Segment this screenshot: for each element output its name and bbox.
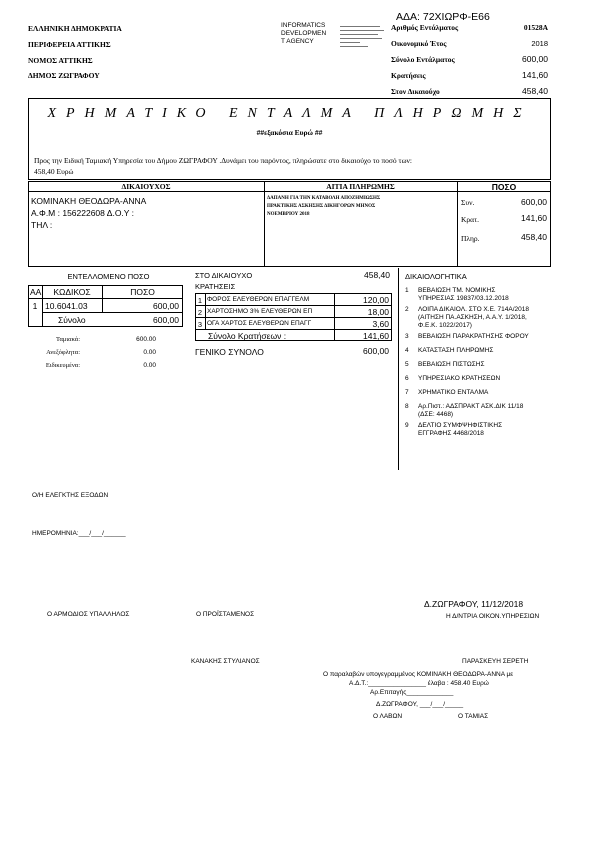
director-name: ΠΑΡΑΣΚΕΥΗ ΣΕΡΕΤΗ — [462, 658, 529, 665]
amount-payable-label: Πληρ. — [461, 234, 480, 243]
specified-value: 0.00 — [143, 362, 156, 369]
budget-col-code: ΚΩΔΙΚΟΣ — [53, 287, 91, 297]
beneficiary-name: ΚΟΜΙΝΑΚΗ ΘΕΟΔΩΡΑ-ΑΝΝΑ — [31, 196, 147, 206]
fiscal-year-value: 2018 — [531, 39, 548, 48]
warrant-total-label: Σύνολο Εντάλματος — [391, 55, 455, 64]
specified-label: Ειδικευμένα: — [45, 362, 80, 369]
beneficiary-header: ΔΙΚΑΙΟΥΧΟΣ — [121, 182, 171, 191]
to-beneficiary-row-value: 458,40 — [364, 270, 390, 280]
deduction-3-number: 3 — [197, 320, 203, 329]
payment-instruction: Προς την Ειδική Ταμιακή Υπηρεσία του Δήμου ΖΩΓΡΑΦΟΥ .Δυνάμει του παρόντος, πληρώσατε στο δικαιούχο το ποσό των: — [34, 156, 412, 165]
amount-in-words: ##εξακόσια Ευρώ ## — [256, 128, 323, 137]
cash-label: Ταμιακά: — [56, 336, 80, 343]
details-box — [28, 181, 551, 267]
warrant-total-value: 600,00 — [522, 54, 548, 64]
warrant-title: ΧΡΗΜΑΤΙΚΟ ΕΝΤΑΛΜΑ ΠΛΗΡΩΜΗΣ — [47, 106, 532, 121]
deduction-2-name: ΧΑΡΤΟΣΗΜΟ 3% ΕΛΕΥΘΕΡΩΝ ΕΠ — [207, 308, 313, 315]
amount-total-value: 600,00 — [521, 197, 547, 207]
beneficiary-afm: Α.Φ.Μ : 156222608 Δ.Ο.Υ : — [31, 208, 135, 218]
deduction-3-name: ΟΓΑ ΧΑΡΤΟΣ ΕΛΕΥΘΕΡΩΝ ΕΠΑΓΓ — [207, 320, 312, 327]
deductions-sum-value: 141,60 — [363, 331, 389, 341]
warrant-number-value: 01528Α — [523, 23, 548, 32]
to-beneficiary-label: Στον Δικαιούχο — [391, 87, 440, 96]
deduction-2-number: 2 — [197, 308, 203, 317]
grand-total-label: ΓΕΝΙΚΟ ΣΥΝΟΛΟ — [195, 347, 264, 357]
cause-header: ΑΙΤΙΑ ΠΛΗΡΩΜΗΣ — [326, 182, 395, 191]
budget-row-amount: 600,00 — [153, 301, 179, 311]
receipt-date: Δ.ΖΩΓΡΑΦΟΥ, ___/___/_____ — [376, 701, 464, 708]
documents-title: ΔΙΚΑΙΟΛΟΓΗΤΙΚΑ — [405, 272, 467, 281]
receipt-line-2: Α.Δ.Τ.:________________ έλαβα : 458.40 Ευρώ — [349, 680, 489, 687]
documents-list — [405, 287, 529, 438]
payment-cause: ΔΑΠΑΝΗ ΓΙΑ ΤΗΝ ΚΑΤΑΒΟΛΗ ΑΠΟΖΗΜΙΩΣΗΣ ΠΡΑΚΤΙΚΗΣ ΑΣΚΗΣΗΣ ΔΙΚΗΓΟΡΩΝ ΜΗΝΟΣ ΝΟΕΜΒΡΙΟΥ 2018 — [267, 196, 381, 217]
budget-col-amount: ΠΟΣΟ — [130, 287, 155, 297]
document-item-1: 1 ΒΕΒΑΙΩΣΗ ΤΜ. ΝΟΜΙΚΗΣ ΥΠΗΡΕΣΙΑΣ 19837/03.12.2018 — [405, 287, 509, 302]
deduction-1-value: 120,00 — [363, 295, 389, 305]
amount-total-label: Συν. — [461, 198, 475, 207]
clerk-title: Ο ΑΡΜΟΔΙΟΣ ΥΠΑΛΛΗΛΟΣ — [47, 611, 130, 618]
ada-code: ΑΔΑ: 72ΧΙΩΡΦ-Ε66 — [396, 11, 490, 23]
to-beneficiary-value: 458,40 — [522, 86, 548, 96]
payment-instruction-amount: 458,40 Ευρώ — [34, 167, 74, 176]
header-region: ΠΕΡΙΦΕΡΕΙΑ ΑΤΤΙΚΗΣ — [28, 40, 111, 49]
unpaid-value: 0.00 — [143, 349, 156, 356]
deductions-title: ΚΡΑΤΗΣΕΙΣ — [195, 282, 236, 291]
place-date: Δ.ΖΩΓΡΑΦΟΥ, 11/12/2018 — [424, 599, 524, 609]
budget-total-label: Σύνολο — [58, 315, 86, 325]
amount-header: ΠΟΣΟ — [491, 182, 517, 192]
header-prefecture: ΝΟΜΟΣ ΑΤΤΙΚΗΣ — [28, 56, 93, 65]
deductions-sum-label: Σύνολο Κρατήσεων : — [208, 331, 287, 341]
deduction-1-name: ΦΟΡΟΣ ΕΛΕΥΘΕΡΩΝ ΕΠΑΓΓΕΛΜ — [207, 296, 310, 303]
header-municipality: ΔΗΜΟΣ ΖΩΓΡΑΦΟΥ — [28, 71, 100, 80]
cash-value: 600.00 — [136, 336, 156, 343]
receiver-label: Ο ΛΑΒΩΝ — [373, 713, 403, 720]
budget-title: ΕΝΤΕΛΛΟΜΕΝΟ ΠΟΣΟ — [67, 272, 150, 281]
budget-total-value: 600,00 — [153, 315, 179, 325]
beneficiary-phone: ΤΗΛ : — [31, 220, 53, 230]
agency-logo: INFORMATICS DEVELOPMEN T AGENCY — [281, 22, 327, 45]
amount-deductions-label: Κρατ. — [461, 215, 479, 224]
amount-deductions-value: 141,60 — [521, 213, 547, 223]
budget-col-aa: ΑΑ — [30, 287, 42, 297]
agency-small-print — [340, 23, 390, 59]
document-item-9: 9 ΔΕΛΤΙΟ ΣΥΜΦΨΗΦΙΣΤΙΚΗΣ ΕΓΓΡΑΦΗΣ 4468/2018 — [405, 422, 503, 437]
deductions-label: Κρατήσεις — [391, 71, 426, 80]
head-title: Ο ΠΡΟΪΣΤΑΜΕΝΟΣ — [196, 611, 255, 618]
deduction-1-number: 1 — [197, 296, 203, 305]
document-item-6: 6 ΥΠΗΡΕΣΙΑΚΟ ΚΡΑΤΗΣΕΩΝ — [405, 375, 501, 382]
deductions-value: 141,60 — [522, 70, 548, 80]
clerk-name: ΚΑΝΑΚΗΣ ΣΤΥΛΙΑΝΟΣ — [191, 658, 260, 665]
director-title: Η Δ/ΝΤΡΙΑ ΟΙΚΟΝ.ΥΠΗΡΕΣΙΩΝ — [446, 613, 540, 620]
document-item-8: 8 Αρ.Πιστ.: ΑΔΣΠΡΑΚΤ ΑΣΚ.ΔΙΚ 11/18 (ΔΣΕ: 4468) — [405, 403, 524, 418]
unpaid-label: Ανεξόφλητα: — [46, 349, 80, 356]
amount-payable-value: 458,40 — [521, 232, 547, 242]
warrant-number-label: Αριθμός Εντάλματος — [391, 23, 459, 32]
budget-row-aa: 1 — [32, 301, 38, 311]
document-item-2: 2 ΛΟΙΠΑ ΔΙΚΑΙΟΛ. ΣΤΟ Χ.Ε. 714Α/2018 (ΑΙΤΗΣΗ ΠΑ.ΑΣΚΗΣΗ, Α.Α.Υ. 1/2018, Φ.Ε.Κ. 1022/2017) — [405, 306, 529, 329]
document-item-5: 5 ΒΕΒΑΙΩΣΗ ΠΙΣΤΩΣΗΣ — [405, 361, 485, 368]
deduction-3-value: 3,60 — [372, 319, 389, 329]
cashier-label: Ο ΤΑΜΙΑΣ — [458, 713, 489, 720]
receipt-line-1: Ο παραλαβών υπογεγραμμένος ΚΟΜΙΝΑΚΗ ΘΕΟΔΩΡΑ-ΑΝΝΑ με — [323, 671, 514, 678]
fiscal-year-label: Οικονομικό Έτος — [391, 39, 447, 48]
document-item-7: 7 ΧΡΗΜΑΤΙΚΟ ΕΝΤΑΛΜΑ — [405, 389, 489, 396]
to-beneficiary-row-label: ΣΤΟ ΔΙΚΑΙΟΥΧΟ — [195, 271, 253, 280]
receipt-check-number: Αρ.Επιταγής_____________ — [370, 689, 454, 696]
header-country: ΕΛΛΗΝΙΚΗ ΔΗΜΟΚΡΑΤΙΑ — [28, 24, 122, 33]
document-item-4: 4 ΚΑΤΑΣΤΑΣΗ ΠΛΗΡΩΜΗΣ — [405, 347, 494, 354]
budget-row-code: 10.6041.03 — [45, 301, 88, 311]
expense-controller: Ο/Η ΕΛΕΓΚΤΗΣ ΕΞΟΔΩΝ — [32, 492, 109, 499]
grand-total-value: 600,00 — [363, 346, 389, 356]
control-date: ΗΜΕΡΟΜΗΝΙΑ:___/___/______ — [32, 530, 126, 537]
deduction-2-value: 18,00 — [367, 307, 389, 317]
document-item-3: 3 ΒΕΒΑΙΩΣΗ ΠΑΡΑΚΡΑΤΗΣΗΣ ΦΟΡΟΥ — [405, 333, 529, 340]
